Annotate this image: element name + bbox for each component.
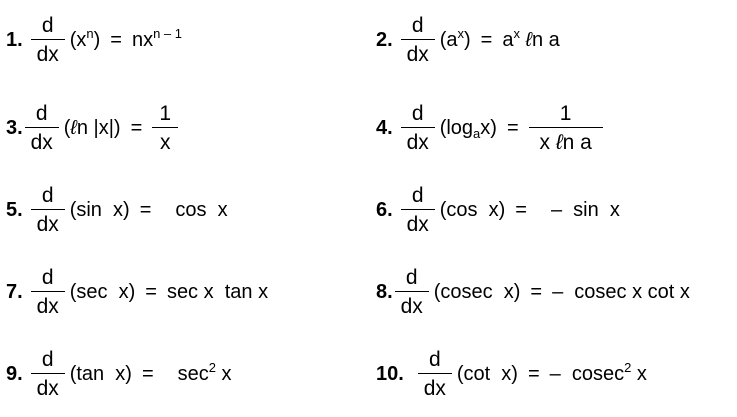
equals-sign: =	[530, 280, 543, 303]
formula-number: 8.	[376, 280, 393, 303]
formula-number: 2.	[376, 28, 393, 51]
derivative-operator: $\frac{d}{dx}$	[25, 103, 59, 153]
result: sec x tan x	[166, 280, 269, 303]
formula-number: 7.	[6, 280, 23, 303]
derivative-operator: $\frac{d}{dx}$	[401, 15, 435, 65]
argument: (cos x)	[439, 198, 506, 221]
formula-number: 1.	[6, 28, 23, 51]
formula-9	[6, 334, 232, 414]
equals-sign: =	[515, 198, 527, 221]
result-fraction: $\frac{1}{x}$	[152, 103, 178, 153]
formula-8	[376, 252, 690, 332]
equals-sign: =	[506, 116, 519, 139]
argument: (sec x)	[69, 280, 136, 303]
derivative-operator: $\frac{d}{dx}$	[401, 185, 435, 235]
derivative-operator: $\frac{d}{dx}$	[31, 267, 65, 317]
formula-number: 4.	[376, 116, 393, 139]
equals-sign: =	[139, 198, 152, 221]
formula-number: 10.	[376, 362, 404, 385]
argument: $(x^n)$	[69, 25, 101, 51]
derivative-operator: $\frac{d}{dx}$	[401, 103, 435, 153]
formula-5	[6, 170, 228, 250]
formula-number: 3.	[6, 116, 23, 139]
formula-6	[376, 170, 620, 250]
formula-number: 6.	[376, 198, 393, 221]
derivative-operator: $\frac{d}{dx}$	[31, 349, 65, 399]
equals-sign: =	[130, 116, 143, 139]
equals-sign: =	[110, 28, 122, 51]
equals-sign: =	[480, 28, 493, 51]
argument: (cosec x)	[433, 280, 521, 303]
formula-10	[376, 334, 647, 414]
argument: (cot x)	[456, 362, 518, 385]
argument: (tan x)	[69, 362, 132, 385]
derivative-operator: $\frac{d}{dx}$	[31, 15, 65, 65]
equals-sign: =	[141, 362, 154, 385]
formula-number: 9.	[6, 362, 23, 385]
result: – cosec x cot x	[552, 280, 690, 303]
result: $nx^{n - 1}$	[131, 25, 182, 51]
result: – cosec$^2$ x	[549, 359, 647, 385]
formula-3	[6, 88, 183, 168]
derivative-operator: $\frac{d}{dx}$	[418, 349, 452, 399]
argument: $(\log_ax)$	[439, 116, 497, 141]
derivative-operator: $\frac{d}{dx}$	[31, 185, 65, 235]
equals-sign: =	[527, 362, 540, 385]
formula-7	[6, 252, 268, 332]
equals-sign: =	[145, 280, 157, 303]
formula-2	[376, 0, 560, 80]
formula-number: 5.	[6, 198, 23, 221]
formula-1	[6, 0, 182, 80]
result: $\sec^2 x$	[177, 359, 232, 385]
argument: (sin x)	[69, 198, 130, 221]
result: – sin x	[550, 198, 620, 221]
argument: (ℓn |x|)	[63, 116, 121, 139]
result-fraction: $\frac{1}{\text{x ℓn a}}$	[529, 103, 603, 153]
derivative-operator: $\frac{d}{dx}$	[395, 267, 429, 317]
formula-4	[376, 88, 608, 168]
argument: $(a^x)$	[439, 25, 471, 51]
result: $a^x$ ℓn a	[502, 25, 560, 51]
result: cos x	[175, 198, 228, 221]
